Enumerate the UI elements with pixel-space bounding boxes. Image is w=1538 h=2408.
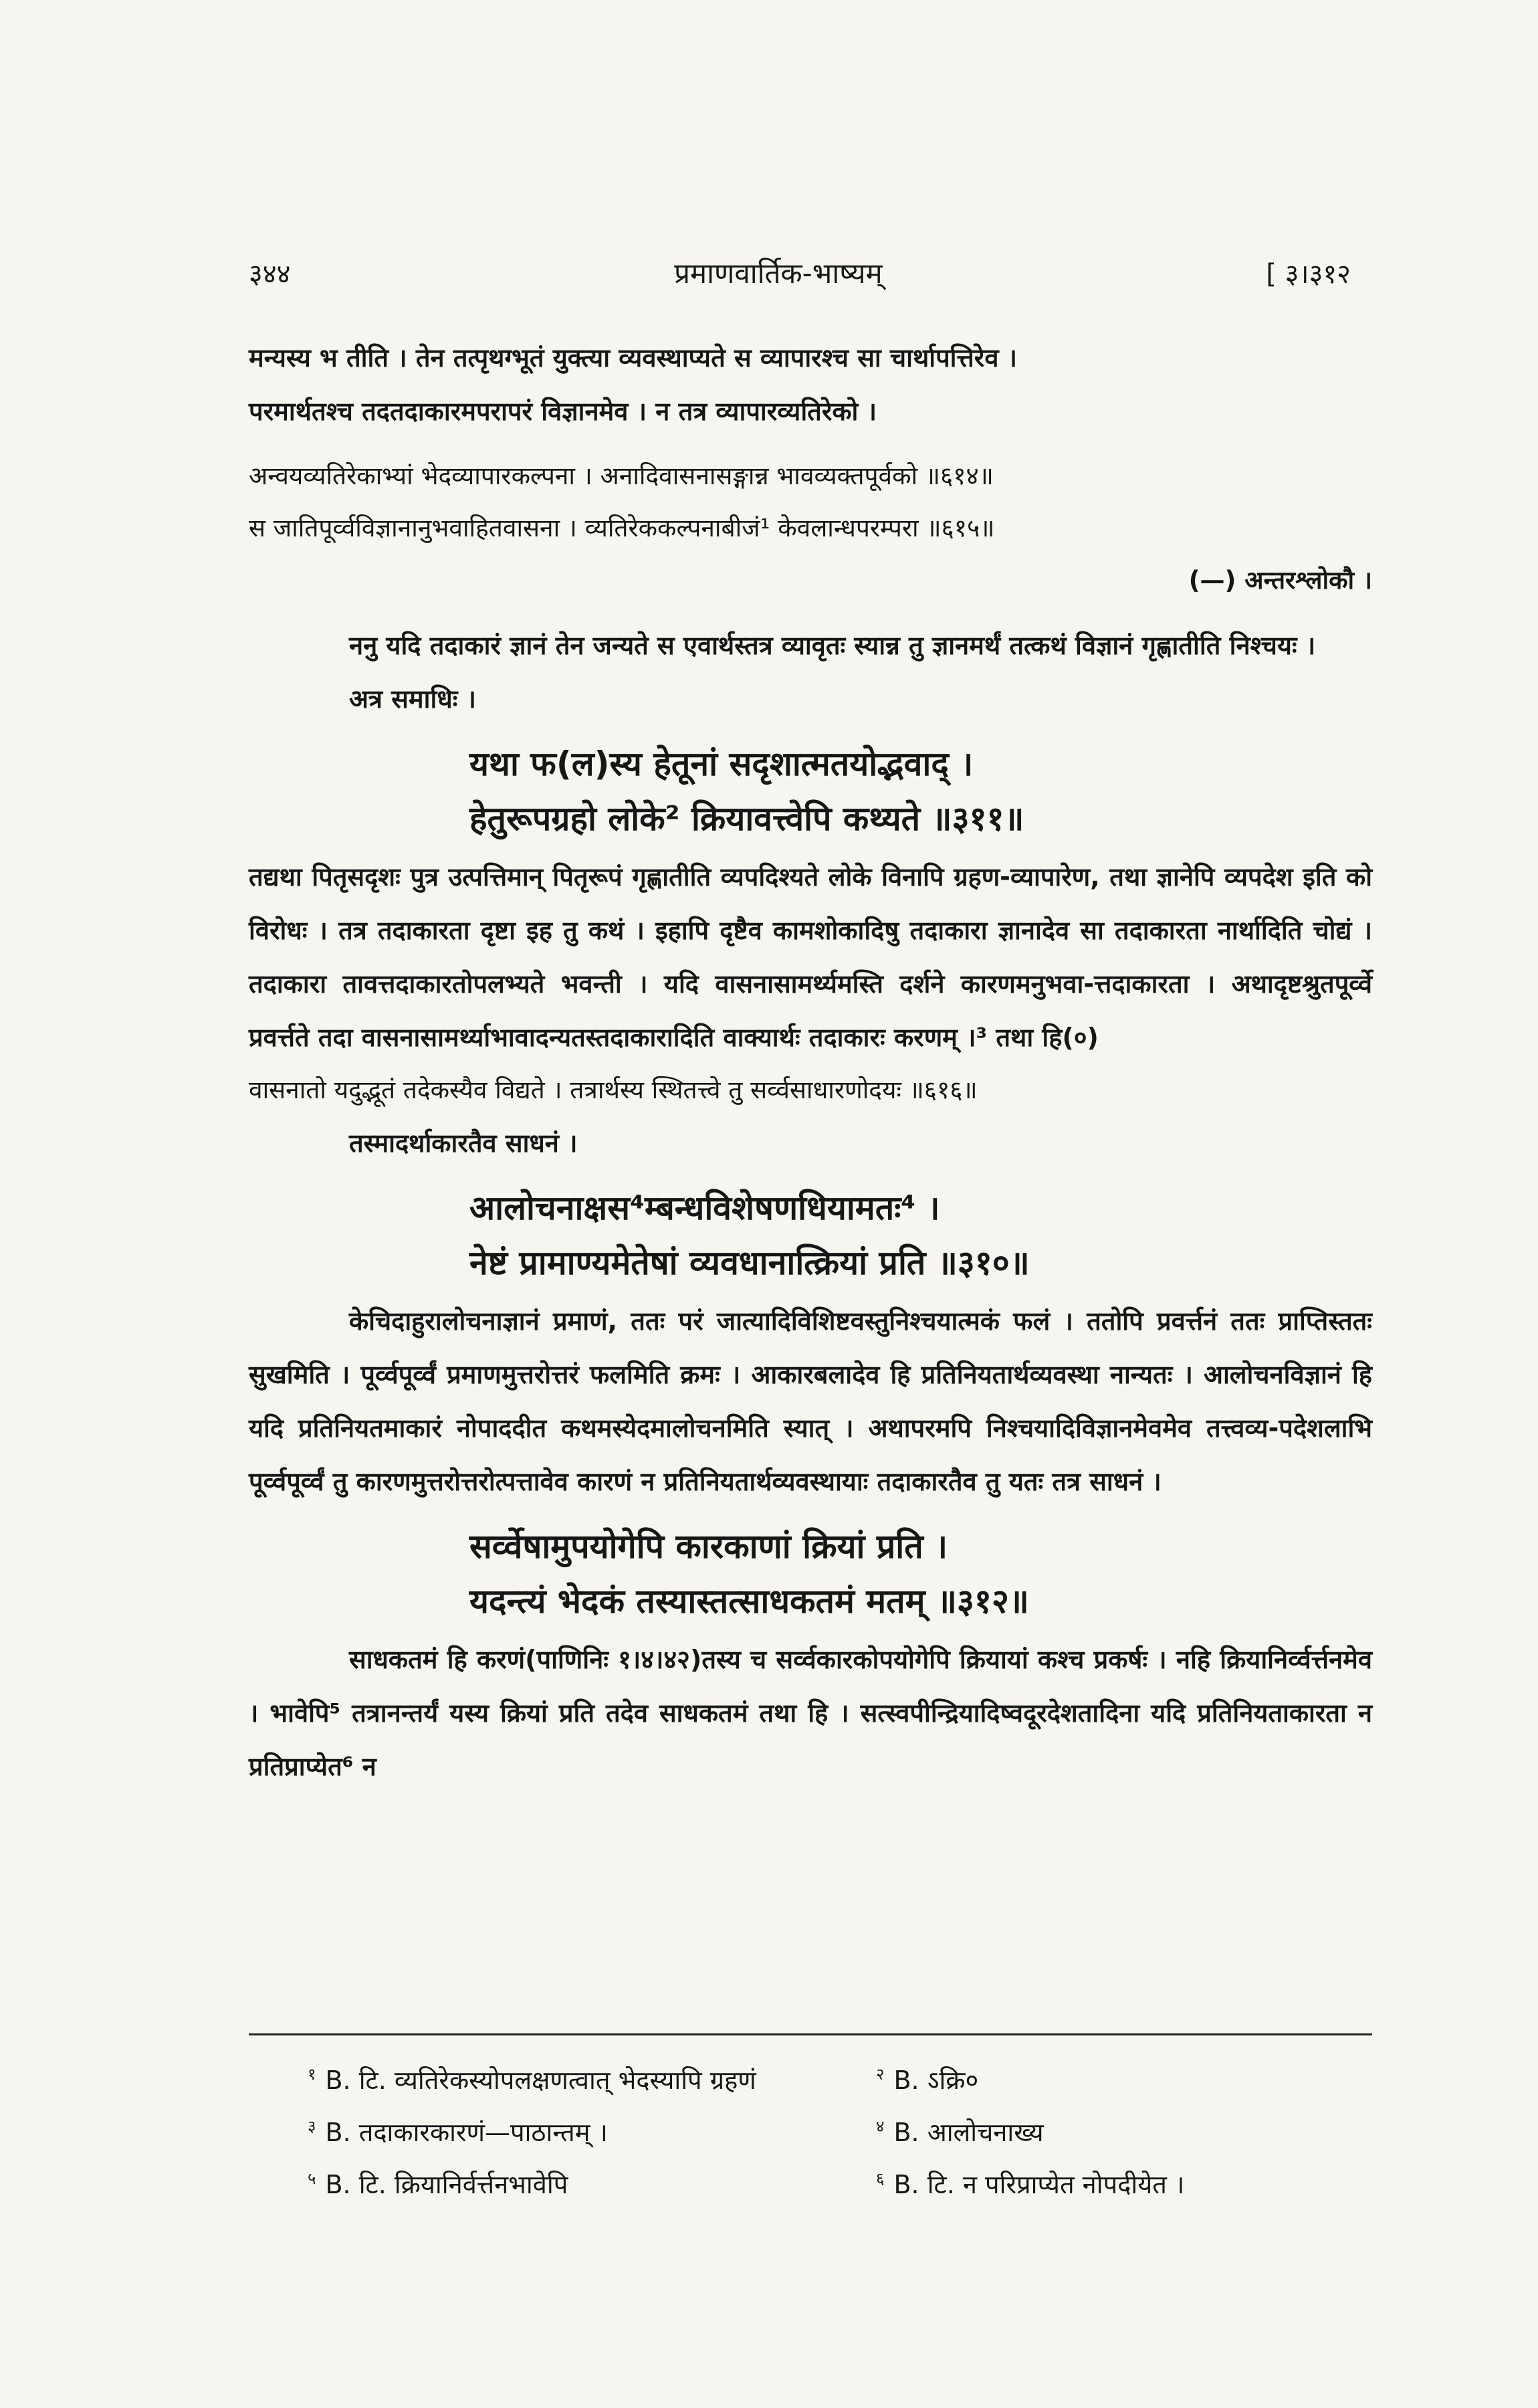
verse-614: अन्वयव्यतिरेकाभ्यां भेदव्यापारकल्पना । अनादिवासनासङ्गान्न भावव्यक्तपूर्वको ॥६१४॥ xyxy=(249,462,994,490)
text-line: ननु यदि तदाकारं ज्ञानं तेन जन्यते स एवार्थस्तत्र व्यावृतः स्यान्न तु ज्ञानमर्थं तत्कथं विज्ञानं गृह्णातीति निश्चयः । xyxy=(349,631,1316,660)
footnote-text: B. आलोचनाख्य xyxy=(893,2118,1044,2147)
footnote-4 xyxy=(876,2114,1351,2149)
footnote-2 xyxy=(876,2062,1351,2097)
antara-label: (—) अन्तरश्लोकौ । xyxy=(1188,566,1372,595)
footnote-text: B. ऽक्रि० xyxy=(893,2066,979,2095)
footnotes xyxy=(308,2053,1351,2210)
footnote-marker: ४ xyxy=(876,2117,885,2136)
commentary-312 xyxy=(249,1633,1372,1793)
karika-310 xyxy=(249,1181,1372,1290)
section-reference: [ ३।३१२ xyxy=(1266,258,1351,290)
commentary-310 xyxy=(249,1294,1372,1508)
karika-line-1: यथा फ(ल)स्य हेतूनां सदृशात्मतयोद्भवाद् । xyxy=(469,744,974,783)
karika-311 xyxy=(249,736,1372,846)
text-line: परमार्थतश्च तदतदाकारमपरापरं विज्ञानमेव । न तत्र व्यापारव्यतिरेको । xyxy=(249,397,877,426)
running-title: प्रमाणवार्तिक-भाष्यम् xyxy=(674,256,883,290)
verse-615: स जातिपूर्व्वविज्ञानानुभवाहितवासना । व्यतिरेककल्पनाबीजं¹ केवलान्धपरम्परा ॥६१५॥ xyxy=(249,514,995,542)
footnote-5 xyxy=(308,2167,876,2201)
footnote-marker: ६ xyxy=(876,2169,885,2189)
karika-line-2: यदन्त्यं भेदकं तस्यास्तत्साधकतमं मतम् ॥३१२॥ xyxy=(469,1582,1029,1621)
footnote-marker: १ xyxy=(308,2065,316,2084)
footnote-marker: ५ xyxy=(308,2169,316,2189)
running-header xyxy=(249,249,1351,296)
footnote-6 xyxy=(876,2167,1351,2201)
verse-616-block xyxy=(249,1064,1372,1116)
footnote-row xyxy=(308,2158,1351,2210)
footnote-marker: ३ xyxy=(308,2117,316,2136)
text-line: साधकतमं हि करणं(पाणिनिः १।४।४२)तस्य च सर्व्वकारकोपयोगेपि क्रियायां कश्च प्रकर्षः । नहि क्रियानिर्व्वर्त्तनमेव । भावेपि⁵ तत्रानन्तर्यं यस्य क्रियां प्रति तदेव साधकतमं तथा हि । सत्स्वपीन्द्रियादिष्वदूरदेशतादिना यदि प्रतिनियताकारता न प्रतिप्राप्येत⁶ न xyxy=(249,1645,1372,1781)
text-line: तस्मादर्थाकारतैव साधनं । xyxy=(349,1128,578,1158)
text-line: तद्यथा पितृसदृशः पुत्र उत्पत्तिमान् पितृरूपं गृह्णातीति व्यपदिश्यते लोके विनापि ग्रहण-व्यापारेण, तथा ज्ञानेपि व्यपदेश इति को विरोधः । तत्र तदाकारता दृष्टा इह तु कथं । इहापि दृष्टैव कामशोकादिषु तदाकारा ज्ञानादेव सा तदाकारता नार्थादिति चोद्यं । तदाकारा तावत्तदाकारतोपलभ्यते भवन्ती । यदि वासनासामर्थ्यमस्ति दर्शने कारणमनुभवा-त्तदाकारता । अथादृष्टश्रुतपूर्व्वे प्रवर्त्तते तदा वासनासामर्थ्याभावादन्यतस्तदाकारादिति वाक्यार्थः तदाकारः करणम् ।³ तथा हि(०) xyxy=(249,862,1372,1052)
karika-312 xyxy=(249,1519,1372,1629)
text-line: अत्र समाधिः । xyxy=(349,684,477,714)
commentary-311 xyxy=(249,850,1372,1064)
objection-paragraph xyxy=(249,619,1372,672)
karika-line-1: सर्व्वेषामुपयोगेपि कारकाणां क्रियां प्रति । xyxy=(469,1527,948,1566)
footnote-1 xyxy=(308,2062,876,2097)
karika-line-2: नेष्टं प्रामाण्यमेतेषां व्यवधानात्क्रियां प्रति ॥३१०॥ xyxy=(469,1243,1030,1282)
conclusion-line xyxy=(249,1116,1372,1170)
text-line: केचिदाहुरालोचनाज्ञानं प्रमाणं, ततः परं जात्यादिविशिष्टवस्तुनिश्चयात्मकं फलं । ततोपि प्रवर्त्तनं ततः प्राप्तिस्ततः सुखमिति । पूर्व्वपूर्व्वं प्रमाणमुत्तरोत्तरं फलमिति क्रमः । आकारबलादेव हि प्रतिनियतार्थव्यवस्था नान्यतः । आलोचनविज्ञानं हि यदि प्रतिनियतमाकारं नोपाददीत कथमस्येदमालोचनमिति स्यात् । अथापरमपि निश्चयादिविज्ञानमेवमेव तत्त्वव्य-पदेशलाभि पूर्व्वपूर्व्वं तु कारणमुत्तरोत्तरोत्पत्तावेव कारणं न प्रतिनियतार्थव्यवस्थायाः तदाकारतैव तु यतः तत्र साधनं । xyxy=(249,1306,1372,1496)
opening-paragraph xyxy=(249,331,1372,438)
verse-616: वासनातो यदुद्भूतं तदेकस्यैव विद्यते । तत्रार्थस्य स्थितत्त्वे तु सर्व्वसाधारणोदयः ॥६१६॥ xyxy=(249,1076,978,1104)
footnote-text: B. तदाकारकारणं—पाठान्तम् । xyxy=(325,2118,608,2147)
antara-verses xyxy=(249,450,1372,607)
main-text xyxy=(249,331,1372,1793)
footnote-row xyxy=(308,2106,1351,2158)
footnote-text: B. टि. क्रियानिर्वर्त्तनभावेपि xyxy=(325,2170,568,2199)
footnote-text: B. टि. न परिप्राप्येत नोपदीयेत । xyxy=(893,2170,1185,2199)
footnote-text: B. टि. व्यतिरेकस्योपलक्षणत्वात् भेदस्यापि ग्रहणं xyxy=(325,2066,756,2095)
answer-intro xyxy=(249,672,1372,726)
karika-line-2: हेतुरूपग्रहो लोके² क्रियावत्त्वेपि कथ्यते ॥३११॥ xyxy=(469,799,1024,838)
footnote-row xyxy=(308,2053,1351,2106)
footnote-3 xyxy=(308,2114,876,2149)
footnote-divider xyxy=(249,2033,1372,2035)
footnote-marker: २ xyxy=(876,2065,885,2084)
text-line: मन्यस्य भ तीति । तेन तत्पृथग्भूतं युक्त्या व्यवस्थाप्यते स व्यापारश्च सा चार्थापत्तिरेव । xyxy=(249,343,1018,373)
page-number: ३४४ xyxy=(249,258,291,290)
karika-line-1: आलोचनाक्षस⁴म्बन्धविशेषणधियामतः⁴ । xyxy=(469,1189,940,1227)
